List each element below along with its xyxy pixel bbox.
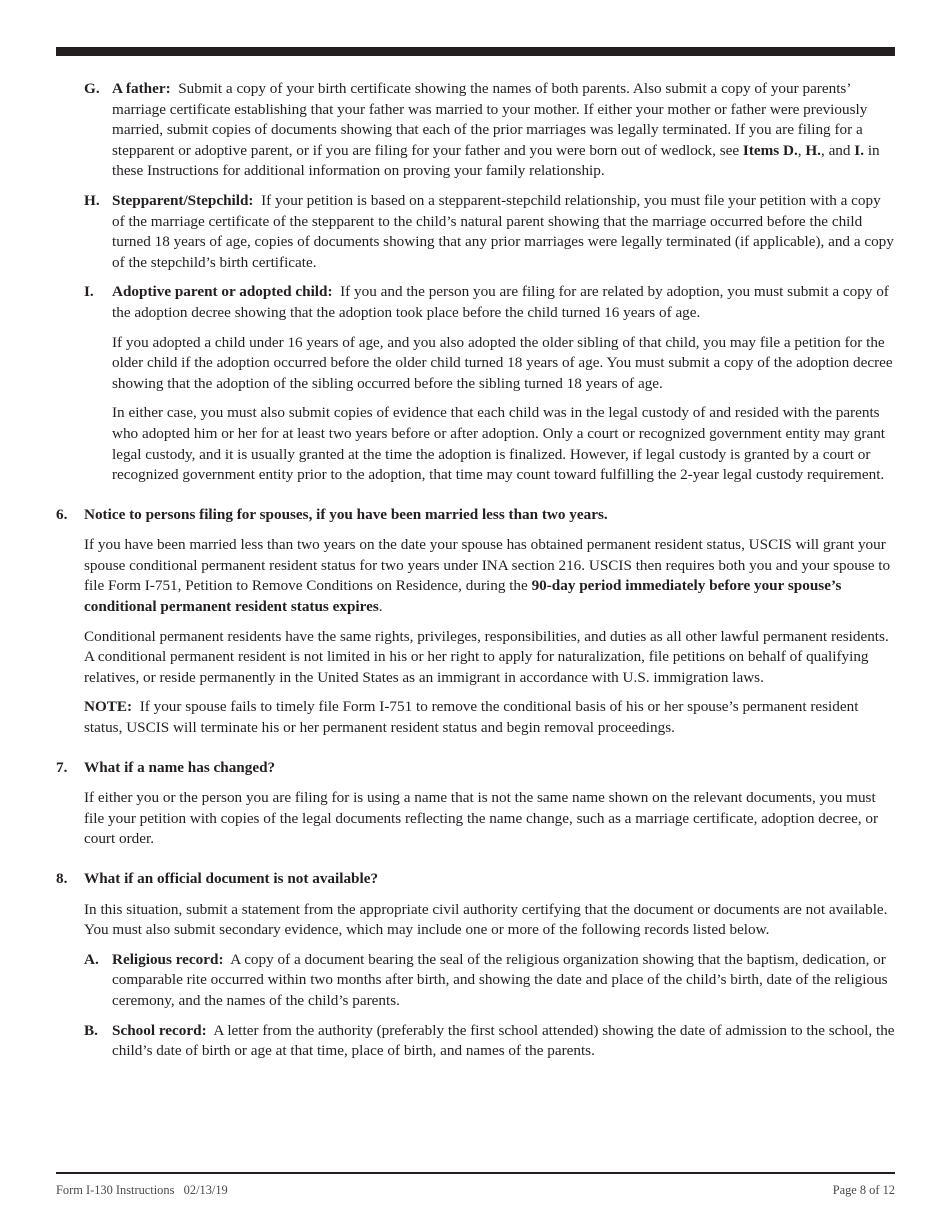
- item-body: [112, 282, 895, 485]
- item-title: Stepparent/Stepchild:: [112, 191, 254, 209]
- item-text: If you and the person you are filing for are related by adoption, you must submit a copy of the adoption decree showing that the adoption took place before the child turned 16 years of age.: [112, 283, 889, 321]
- item-text: A copy of a document bearing the seal of the religious organization showing that the baptism, dedication, or comparable rite occurred within two months after birth, and showing the date and place of the child’s birth, date of the religious ceremony, and the names of the child’s parents.: [112, 950, 888, 1009]
- item-a: [84, 950, 895, 1012]
- item-ref: Items D.: [742, 141, 798, 159]
- item-text: If your petition is based on a stepparent-stepchild relationship, you must file your petition with a copy of the marriage certificate of the stepparent to the child’s natural parent showing that the marriage occurred before the child turned 18 years of age, copies of documents showing that any prior marriages were legally terminated (if applicable), and a copy of the stepchild’s birth certificate.: [112, 191, 894, 271]
- item-g: [84, 79, 895, 182]
- item-h: [84, 191, 895, 273]
- section-heading: [56, 505, 895, 526]
- section-number: 8.: [56, 870, 68, 887]
- footer-rule: [56, 1172, 895, 1174]
- item-title: Adoptive parent or adopted child:: [112, 283, 333, 301]
- section-heading: [56, 758, 895, 779]
- item-marker: G.: [84, 80, 100, 97]
- paragraph-text: If you have been married less than two years on the date your spouse has obtained permanent resident status, USCIS will grant your spouse conditional permanent resident status for two years under INA section 216. USCIS then requires both you and your spouse to file Form I-751, Petition to Remove Conditions on Residence, during the: [84, 536, 891, 595]
- footer-form-id: Form I-130 Instructions 02/13/19: [56, 1183, 228, 1197]
- paragraph: [84, 535, 895, 617]
- section-number: 7.: [56, 758, 68, 776]
- paragraph-emphasis: 90-day period immediately before your spouse’s conditional permanent resident status expires: [84, 577, 842, 616]
- separator: , and: [820, 141, 855, 159]
- header-rule: [56, 47, 895, 56]
- punctuation: .: [378, 598, 383, 616]
- note-text: If your spouse fails to timely file Form I-751 to remove the conditional basis of his or her spouse’s permanent resident status, USCIS will terminate his or her permanent resident status and begin removal proceedings.: [84, 698, 859, 737]
- note-label: NOTE:: [84, 698, 133, 716]
- section-heading: [56, 869, 895, 890]
- page-number: Page 8 of 12: [832, 1183, 895, 1197]
- section-title: What if an official document is not available?: [84, 870, 379, 887]
- separator: ,: [797, 141, 806, 159]
- item-paragraph: In either case, you must also submit copies of evidence that each child was in the legal custody of and resided with the parents who adopted him or her for at least two years before or after adoption. Only a court or recognized government entity may grant legal custody, and it is usually granted at the time the adoption is finalized. However, if legal custody is granted by a court or recognized government entity prior to the adoption, that time may count toward fulfilling the 2-year legal custody requirement.: [112, 404, 886, 484]
- item-b: [84, 1021, 895, 1062]
- paragraph: In this situation, submit a statement from the appropriate civil authority certifying that the document or documents are not available. You must also submit secondary evidence, which may include one or more of the following records listed below.: [84, 900, 888, 939]
- item-body: [112, 191, 895, 273]
- item-marker: I.: [84, 283, 94, 301]
- section-title: What if a name has changed?: [84, 758, 276, 776]
- item-marker: A.: [84, 950, 99, 968]
- item-marker: H.: [84, 191, 100, 209]
- item-text: Submit a copy of your birth certificate showing the names of both parents. Also submit a copy of your parents’ marriage certificate establishing that your father was married to your mother. If either your mother or father were previously married, submit copies of documents showing that each of the prior marriages was legally terminated. If you are filing for a stepparent or adoptive parent, or if you are filing for your father and you were born out of wedlock, see: [112, 80, 868, 159]
- item-title: Religious record:: [112, 950, 224, 968]
- item-body: [112, 950, 895, 1012]
- item-body: [112, 1021, 895, 1062]
- item-text: A letter from the authority (preferably the first school attended) showing the date of admission to the school, the child’s date of birth or age at that time, place of birth, and names of the parents.: [112, 1021, 895, 1060]
- item-body: [112, 79, 895, 182]
- section-title: Notice to persons filing for spouses, if you have been married less than two years.: [84, 505, 608, 523]
- item-marker: B.: [84, 1021, 98, 1039]
- item-paragraph: If you adopted a child under 16 years of age, and you also adopted the older sibling of that child, you may file a petition for the older child if the adoption occurred before the older child turned 18 years of age. You must submit a copy of the adoption decree showing that the adoption of the sibling occurred before the sibling turned 18 years of age.: [112, 333, 893, 392]
- section-8-items: [84, 950, 895, 1062]
- paragraph: If either you or the person you are filing for is using a name that is not the same name shown on the relevant documents, you must file your petition with copies of the legal documents reflecting the name change, such as a marriage certificate, adoption decree, or court order.: [84, 789, 879, 848]
- section-g: [84, 79, 895, 486]
- section-number: 6.: [56, 505, 68, 523]
- item-title: School record:: [112, 1021, 207, 1039]
- item-i: [84, 282, 895, 485]
- item-ref: H.: [805, 141, 821, 159]
- paragraph: Conditional permanent residents have the same rights, privileges, responsibilities, and duties as all other lawful permanent residents. A conditional permanent resident is not limited in his or her right to apply for naturalization, file petitions on behalf of qualifying relatives, or reside permanently in the United States as an immigrant in accordance with U.S. immigration laws.: [84, 627, 889, 686]
- item-paragraph: [112, 282, 895, 323]
- page-content: [56, 79, 895, 1071]
- item-text: in these Instructions for additional information on proving your family relationship.: [112, 141, 880, 180]
- item-ref: I.: [854, 141, 865, 159]
- item-title: A father:: [112, 80, 171, 97]
- note: [84, 697, 895, 738]
